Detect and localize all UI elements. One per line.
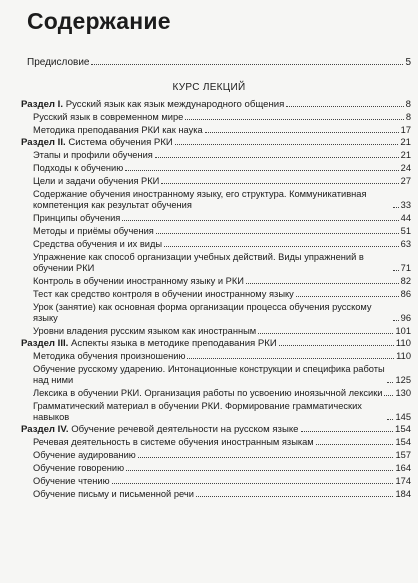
dot-leader	[156, 233, 399, 234]
toc-entry	[21, 163, 411, 174]
toc-entry	[21, 450, 411, 461]
toc-entry-page: 33	[400, 200, 411, 210]
toc-entry	[21, 437, 411, 448]
toc-entry-page: 86	[400, 289, 411, 299]
dot-leader	[387, 382, 393, 383]
toc-entry-title: Этапы и профили обучения	[33, 150, 153, 160]
toc-entry-page: 145	[395, 412, 411, 422]
toc-entry	[21, 476, 411, 487]
toc-entry-title: Урок (занятие) как основная форма организации процесса обучения русскому языку	[33, 302, 372, 323]
toc-entry-title: Обучение говорению	[33, 463, 125, 473]
part-title: Русский язык как язык международного общения	[65, 99, 285, 110]
toc-entry-preface	[27, 57, 411, 68]
toc-entry-title: Методика обучения произношению	[33, 351, 186, 361]
dot-leader	[279, 345, 394, 346]
dot-leader	[112, 483, 394, 484]
toc-part-entry	[21, 338, 411, 349]
toc-entry-title: Методы и приёмы обучения	[33, 226, 154, 236]
dot-leader	[393, 270, 399, 271]
dot-leader	[258, 333, 393, 334]
toc-entry-title: Предисловие	[27, 57, 90, 68]
dot-leader	[316, 444, 394, 445]
toc-entry	[21, 289, 411, 300]
toc-entry	[21, 302, 411, 324]
part-label: Раздел III.	[21, 338, 69, 349]
toc-entry-title: Средства обучения и их виды	[33, 239, 163, 249]
toc-part-entry	[21, 137, 411, 148]
dot-leader	[126, 470, 393, 471]
dot-leader	[301, 431, 393, 432]
dot-leader	[393, 207, 399, 208]
toc-entry-title: Обучение письму и письменной речи	[33, 489, 194, 499]
toc-entry-title: Лексика в обучении РКИ. Организация работы по усвоению иноязычной лексики	[33, 388, 383, 398]
dot-leader	[161, 183, 398, 184]
toc-entry	[21, 226, 411, 237]
toc-entry-page: 63	[400, 239, 411, 249]
dot-leader	[296, 296, 399, 297]
toc-entry	[21, 489, 411, 500]
toc-entry-title	[21, 338, 277, 349]
toc-entry	[21, 326, 411, 337]
dot-leader	[185, 119, 403, 120]
toc-entry	[21, 112, 411, 123]
dot-leader	[387, 419, 393, 420]
toc-entry	[21, 213, 411, 224]
toc-entry-page: 101	[395, 326, 411, 336]
toc-entry	[21, 125, 411, 136]
toc-entry-title: Упражнение как способ организации учебных действий. Виды упражнений в обучении РКИ	[33, 252, 364, 273]
toc-entry-page: 157	[395, 450, 411, 460]
toc-entry-page: 21	[400, 150, 411, 160]
toc-entry-page: 110	[396, 351, 411, 361]
toc-entry-page: 164	[395, 463, 411, 473]
toc-entry-page: 5	[405, 57, 411, 68]
toc-part-entry	[21, 424, 411, 435]
dot-leader	[393, 320, 399, 321]
toc-entry-page: 125	[395, 375, 411, 385]
toc-entry-page: 44	[400, 213, 411, 223]
part-label: Раздел IV.	[21, 424, 69, 435]
toc-entry-title	[21, 137, 173, 148]
dot-leader	[122, 220, 398, 221]
part-title: Система обучения РКИ	[68, 137, 173, 148]
toc-entry-page: 184	[395, 489, 411, 499]
toc-entry-page: 82	[400, 276, 411, 286]
dot-leader	[91, 64, 403, 65]
toc-entry-title: Тест как средство контроля в обучении иностранному языку	[33, 289, 294, 299]
toc-entry-title	[21, 424, 299, 435]
toc-entry	[21, 351, 411, 362]
table-of-contents	[21, 99, 411, 500]
page-title: Содержание	[27, 8, 171, 34]
toc-part-entry	[21, 99, 411, 110]
dot-leader	[187, 358, 394, 359]
toc-entry-title: Грамматический материал в обучении РКИ. Формирование грамматических навыков	[33, 401, 362, 422]
section-heading: КУРС ЛЕКЦИЙ	[172, 82, 246, 93]
part-label: Раздел I.	[21, 99, 64, 110]
toc-entry-page: 51	[400, 226, 411, 236]
part-label: Раздел II.	[21, 137, 66, 148]
toc-entry	[21, 150, 411, 161]
toc-entry-page: 96	[400, 313, 411, 323]
dot-leader	[175, 144, 399, 145]
toc-entry-title	[21, 99, 284, 110]
toc-entry	[21, 189, 411, 211]
toc-entry-title: Методика преподавания РКИ как наука	[33, 125, 203, 135]
toc-entry-title: Обучение чтению	[33, 476, 110, 486]
toc-entry-page: 24	[400, 163, 411, 173]
toc-entry	[21, 276, 411, 287]
toc-entry-page: 21	[400, 137, 411, 148]
toc-entry-page: 8	[405, 112, 411, 122]
toc-entry-page: 71	[400, 263, 411, 273]
toc-entry-title: Обучение аудированию	[33, 450, 136, 460]
part-title: Обучение речевой деятельности на русском языке	[71, 424, 299, 435]
dot-leader	[286, 106, 403, 107]
toc-entry	[21, 176, 411, 187]
dot-leader	[138, 457, 394, 458]
toc-entry-page: 130	[395, 388, 411, 398]
toc-entry-page: 154	[394, 424, 411, 435]
toc-entry-page: 174	[395, 476, 411, 486]
toc-entry	[21, 239, 411, 250]
toc-entry	[21, 364, 411, 386]
dot-leader	[155, 157, 399, 158]
part-title: Аспекты языка в методике преподавания РКИ	[71, 338, 277, 349]
toc-entry-title: Уровни владения русским языком как иностранным	[33, 326, 257, 336]
dot-leader	[246, 283, 399, 284]
toc-entry-title: Русский язык в современном мире	[33, 112, 184, 122]
toc-entry	[21, 401, 411, 423]
toc-entry-page: 17	[400, 125, 411, 135]
dot-leader	[164, 246, 399, 247]
toc-entry-page: 8	[405, 99, 411, 110]
toc-entry	[21, 388, 411, 399]
toc-entry-title: Речевая деятельность в системе обучения иностранным языкам	[33, 437, 314, 447]
toc-entry-title: Содержание обучения иностранному языку, его структура. Коммуникативная компетенция как результат обучения	[33, 189, 367, 210]
toc-entry	[21, 463, 411, 474]
dot-leader	[196, 496, 394, 497]
dot-leader	[125, 170, 398, 171]
dot-leader	[384, 395, 393, 396]
toc-entry-page: 27	[400, 176, 411, 186]
toc-entry-title: Цели и задачи обучения РКИ	[33, 176, 160, 186]
toc-entry-page: 154	[395, 437, 411, 447]
dot-leader	[205, 132, 399, 133]
toc-entry-title: Контроль в обучении иностранному языку и РКИ	[33, 276, 244, 286]
toc-entry-title: Подходы к обучению	[33, 163, 124, 173]
toc-entry-title: Обучение русскому ударению. Интонационные конструкции и специфика работы над ними	[33, 364, 385, 385]
toc-entry-page: 110	[395, 338, 411, 349]
toc-entry-title: Принципы обучения	[33, 213, 121, 223]
toc-entry	[21, 252, 411, 274]
